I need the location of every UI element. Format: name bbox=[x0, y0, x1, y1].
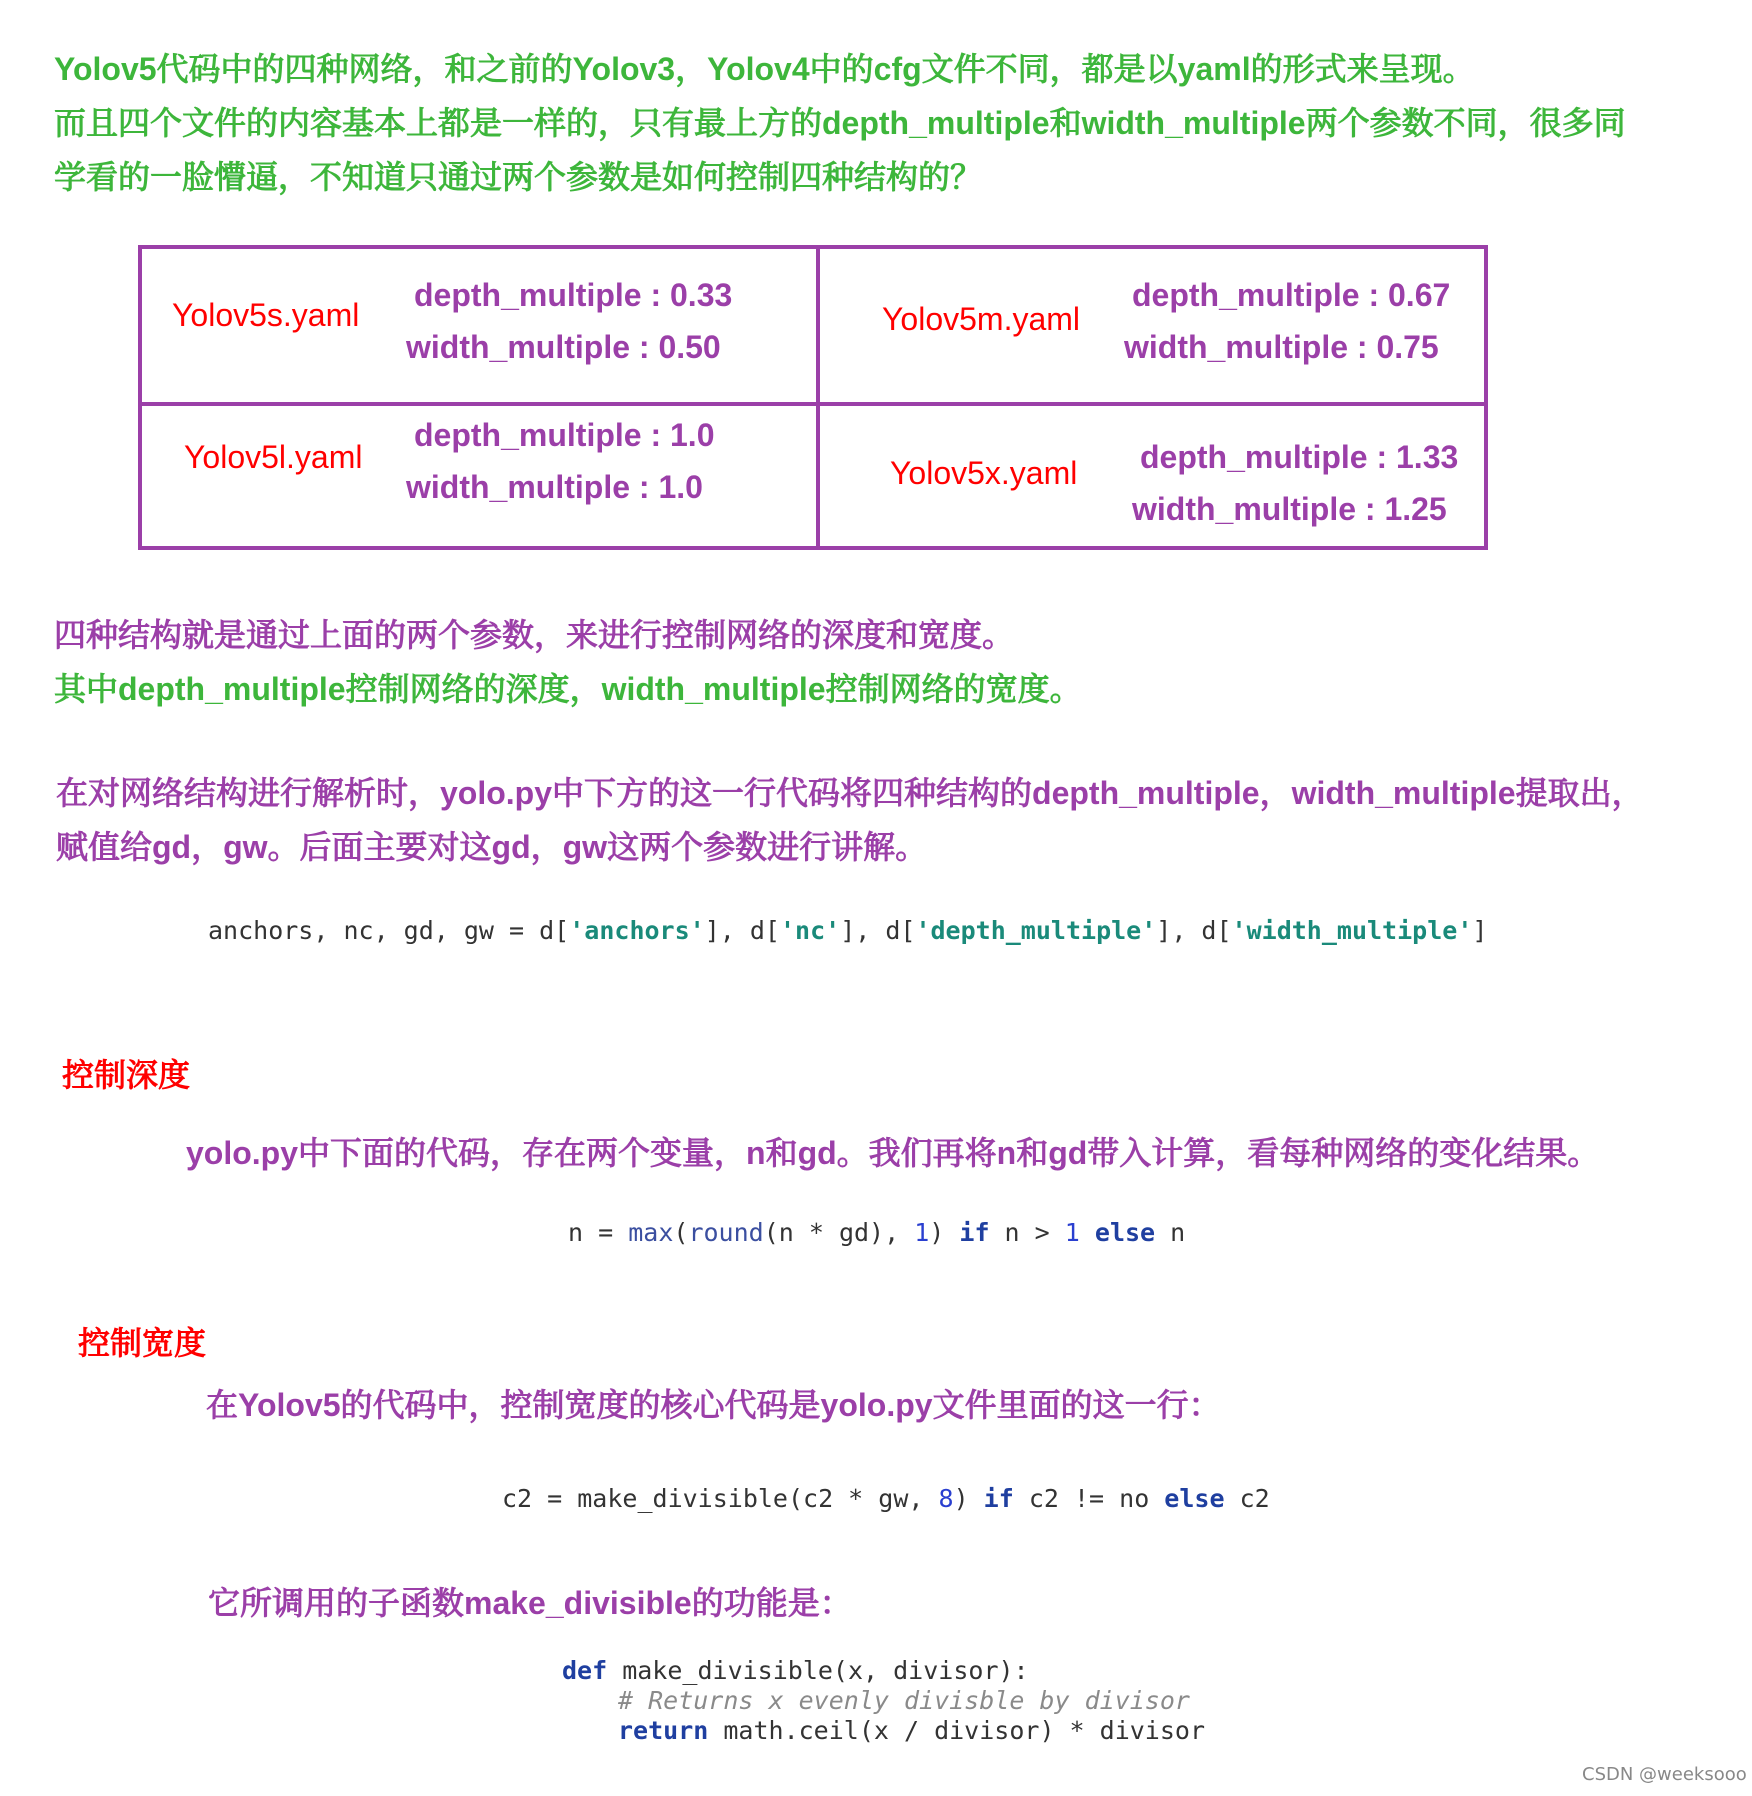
code-text: ], d[ bbox=[840, 916, 916, 945]
code-text: ) bbox=[953, 1484, 984, 1513]
model-width-m: width_multiple : 0.75 bbox=[1124, 329, 1439, 365]
code-parse-line bbox=[208, 916, 1487, 945]
code-text: n bbox=[1155, 1218, 1186, 1247]
explain-line-1: 四种结构就是通过上面的两个参数，来进行控制网络的深度和宽度。 bbox=[54, 617, 1015, 653]
model-name-l: Yolov5l.yaml bbox=[184, 439, 363, 475]
code-return-line bbox=[618, 1716, 1205, 1745]
code-text: n = bbox=[568, 1218, 629, 1247]
code-text: c2 bbox=[1224, 1484, 1270, 1513]
code-text: (n * gd), bbox=[763, 1218, 915, 1247]
model-depth-s: depth_multiple : 0.33 bbox=[414, 277, 733, 313]
width-text: 在Yolov5的代码中，控制宽度的核心代码是yolo.py文件里面的这一行： bbox=[206, 1387, 1221, 1423]
code-text: ], d[ bbox=[1156, 916, 1232, 945]
code-string: 'depth_multiple' bbox=[915, 916, 1157, 945]
table-divider-vertical bbox=[816, 249, 820, 546]
model-depth-l: depth_multiple : 1.0 bbox=[414, 417, 715, 453]
width-heading: 控制宽度 bbox=[78, 1325, 207, 1361]
model-name-x: Yolov5x.yaml bbox=[890, 455, 1078, 491]
code-string: 'nc' bbox=[779, 916, 841, 945]
intro-line-1: Yolov5代码中的四种网络，和之前的Yolov3，Yolov4中的cfg文件不同，都是以yaml的形式来呈现。 bbox=[54, 51, 1475, 87]
depth-text: yolo.py中下面的代码，存在两个变量，n和gd。我们再将n和gd带入计算，看每种网络的变化结果。 bbox=[186, 1135, 1600, 1171]
code-text: c2 != no bbox=[1013, 1484, 1165, 1513]
intro-line-2: 而且四个文件的内容基本上都是一样的，只有最上方的depth_multiple和width_multiple两个参数不同，很多同 bbox=[54, 105, 1626, 141]
model-width-l: width_multiple : 1.0 bbox=[406, 469, 703, 505]
code-text: math.ceil(x / divisor) * divisor bbox=[708, 1716, 1206, 1745]
model-name-m: Yolov5m.yaml bbox=[882, 301, 1081, 337]
model-depth-x: depth_multiple : 1.33 bbox=[1140, 439, 1459, 475]
code-def-line bbox=[562, 1656, 1029, 1685]
intro-line-3: 学看的一脸懵逼，不知道只通过两个参数是如何控制四种结构的？ bbox=[54, 159, 983, 195]
code-func: round bbox=[688, 1218, 764, 1247]
code-depth-line bbox=[568, 1218, 1185, 1247]
depth-heading: 控制深度 bbox=[62, 1057, 191, 1093]
code-text: ( bbox=[673, 1218, 689, 1247]
table-divider-horizontal bbox=[142, 402, 1484, 406]
model-comparison-table bbox=[138, 245, 1488, 550]
code-string: 'width_multiple' bbox=[1231, 916, 1473, 945]
code-text: n > bbox=[989, 1218, 1065, 1247]
func-intro: 它所调用的子函数make_divisible的功能是： bbox=[208, 1585, 852, 1621]
code-keyword: def bbox=[562, 1656, 608, 1685]
code-comment-line: # Returns x evenly divisble by divisor bbox=[618, 1686, 1190, 1715]
model-name-s: Yolov5s.yaml bbox=[172, 297, 360, 333]
model-width-s: width_multiple : 0.50 bbox=[406, 329, 721, 365]
code-text: make_divisible(x, divisor): bbox=[607, 1656, 1029, 1685]
code-number: 1 bbox=[914, 1218, 930, 1247]
code-width-line bbox=[502, 1484, 1270, 1513]
code-number: 8 bbox=[938, 1484, 954, 1513]
code-text: c2 = make_divisible(c2 * gw, bbox=[502, 1484, 939, 1513]
code-text: ], d[ bbox=[704, 916, 780, 945]
model-depth-m: depth_multiple : 0.67 bbox=[1132, 277, 1451, 313]
model-width-x: width_multiple : 1.25 bbox=[1132, 491, 1447, 527]
code-string: 'anchors' bbox=[569, 916, 705, 945]
code-keyword: return bbox=[618, 1716, 709, 1745]
code-text: ] bbox=[1472, 916, 1488, 945]
code-func: max bbox=[628, 1218, 674, 1247]
code-text bbox=[1080, 1218, 1095, 1247]
code-keyword: if bbox=[959, 1218, 990, 1247]
code-keyword: else bbox=[1094, 1218, 1156, 1247]
csdn-watermark: CSDN @weeksooo bbox=[1582, 1764, 1747, 1785]
parse-line-1: 在对网络结构进行解析时，yolo.py中下方的这一行代码将四种结构的depth_multiple，width_multiple提取出， bbox=[56, 775, 1644, 811]
parse-line-2: 赋值给gd，gw。后面主要对这gd，gw这两个参数进行讲解。 bbox=[56, 829, 928, 865]
code-text: anchors, nc, gd, gw = d[ bbox=[208, 916, 570, 945]
code-number: 1 bbox=[1064, 1218, 1080, 1247]
code-text: ) bbox=[929, 1218, 960, 1247]
explain-line-2: 其中depth_multiple控制网络的深度，width_multiple控制网络的宽度。 bbox=[54, 671, 1082, 707]
code-keyword: else bbox=[1164, 1484, 1225, 1513]
code-keyword: if bbox=[983, 1484, 1014, 1513]
